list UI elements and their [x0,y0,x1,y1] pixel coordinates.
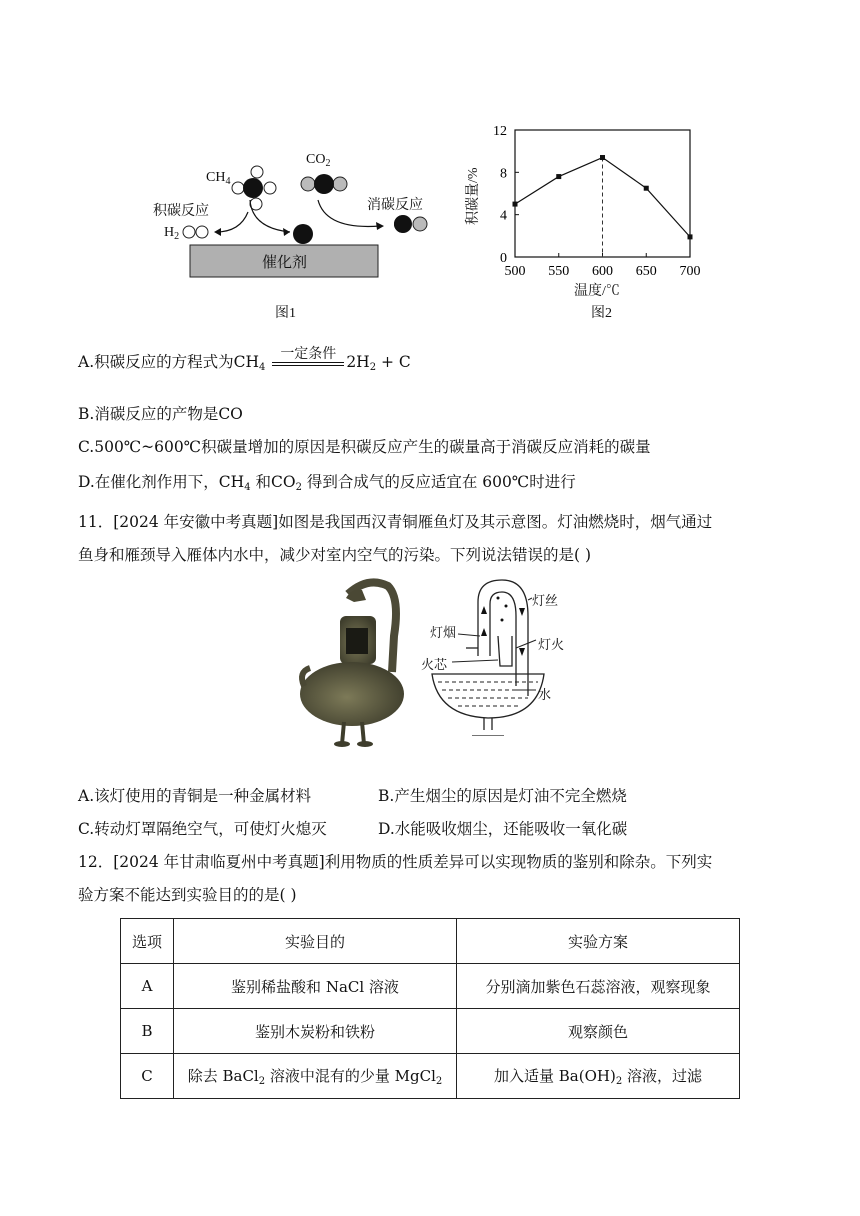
data-point [644,186,649,191]
q12-stem-line1: 12．[2024 年甘肃临夏州中考真题]利用物质的性质差异可以实现物质的鉴别和除杂。下列实 [78,853,713,871]
table-row [121,1009,740,1054]
table-header-row [121,919,740,964]
fig1-caption: 图1 [275,306,296,321]
fig1-ch4-label: $CH_4$ [206,170,231,187]
table-cell-goal: 鉴别木炭粉和铁粉 [174,1009,457,1054]
q10-option-d: D.在催化剂作用下，$CH_4$ 和$CO_2$ 得到合成气的反应适宜在 600℃时进行 [78,473,576,493]
q10-option-c: C.500℃~600℃积碳量增加的原因是积碳反应产生的碳量高于消碳反应消耗的碳量 [78,438,651,456]
q11-option-a: A.该灯使用的青铜是一种金属材料 [78,787,312,805]
h2-molecule-icon [183,226,208,238]
q11-stem-line2: 鱼身和雁颈导入雁体内水中，减少对室内空气的污染。下列说法错误的是( ) [78,546,592,564]
table-header-option: 选项 [121,919,174,964]
fig2-caption: 图2 [591,306,612,321]
ch4-molecule-icon [232,166,276,210]
q11-option-d: D.水能吸收烟尘，还能吸收一氧化碳 [378,820,628,838]
table-cell-option: A [121,964,174,1009]
table-header-plan: 实验方案 [457,919,740,964]
table-cell-option: C [121,1054,174,1099]
q10-condition: 一定条件 [280,346,337,362]
table-cell-goal: 鉴别稀盐酸和 NaCl 溶液 [174,964,457,1009]
data-point [600,155,605,160]
y-tick-label: 12 [493,124,507,139]
q11-option-b: B.产生烟尘的原因是灯油不完全燃烧 [378,787,627,805]
data-point [513,202,518,207]
carbon-atom-icon [293,224,313,244]
q12-stem-line2: 验方案不能达到实验目的的是( ) [78,886,297,904]
q11-stem-line1: 11．[2024 年安徽中考真题]如图是我国西汉青铜雁鱼灯及其示意图。灯油燃烧时，烟气通过 [78,513,713,531]
x-tick-label: 550 [548,264,570,279]
data-point [556,174,561,179]
fig2-xlabel: 温度/℃ [574,284,620,299]
x-tick-label: 500 [504,264,526,279]
table-cell-plan: 加入适量 $Ba(OH)_2$ 溶液，过滤 [457,1054,740,1099]
fig1-left-reaction-label: 积碳反应 [153,204,209,219]
schematic-label-wire: 灯丝 [532,594,559,609]
data-point [688,234,693,239]
x-tick-label: 600 [592,264,613,279]
co-molecule-extra [390,212,430,242]
co2-molecule-icon [301,174,347,194]
y-tick-label: 8 [500,166,507,182]
table-cell-plan: 分别滴加紫色石蕊溶液，观察现象 [457,964,740,1009]
table-row [121,1054,740,1099]
x-tick-label: 700 [679,264,701,279]
fig1-catalyst-label: 催化剂 [262,255,308,271]
y-tick-label: 4 [500,208,507,224]
x-tick-label: 650 [635,264,657,279]
fig1-h2-label: $H_2$ [164,225,180,242]
fig1-right-reaction-label: 消碳反应 [367,198,423,213]
series-line [515,158,690,237]
fig1-co2-label: $CO_2$ [306,152,331,169]
table-row [121,964,740,1009]
y-tick-label: 0 [500,251,507,266]
fig2-ylabel: 积碳量/% [466,167,481,225]
q11-option-c: C.转动灯罩隔绝空气，可使灯火熄灭 [78,820,327,838]
schematic-leader-lines [428,576,578,706]
table-header-goal: 实验目的 [174,919,457,964]
table-cell-plan: 观察颜色 [457,1009,740,1054]
q12-table [120,918,740,1099]
table-cell-option: B [121,1009,174,1054]
table-cell-goal: 除去 BaCl$_2$ 溶液中混有的少量 MgCl$_2$ [174,1054,457,1099]
schematic-label-flame: 灯火 [538,638,565,653]
q10-option-a: A.积碳反应的方程式为$CH_4$ 一定条件 $2H_2 + C$ [78,346,411,373]
q10-option-b: B.消碳反应的产物是CO [78,405,243,423]
schematic-label-smoke: 灯烟 [430,626,457,641]
bronze-goose-lamp-image [296,576,416,748]
schematic-label-water: 水 [538,688,552,703]
schematic-label-wick: 火芯 [421,658,448,673]
